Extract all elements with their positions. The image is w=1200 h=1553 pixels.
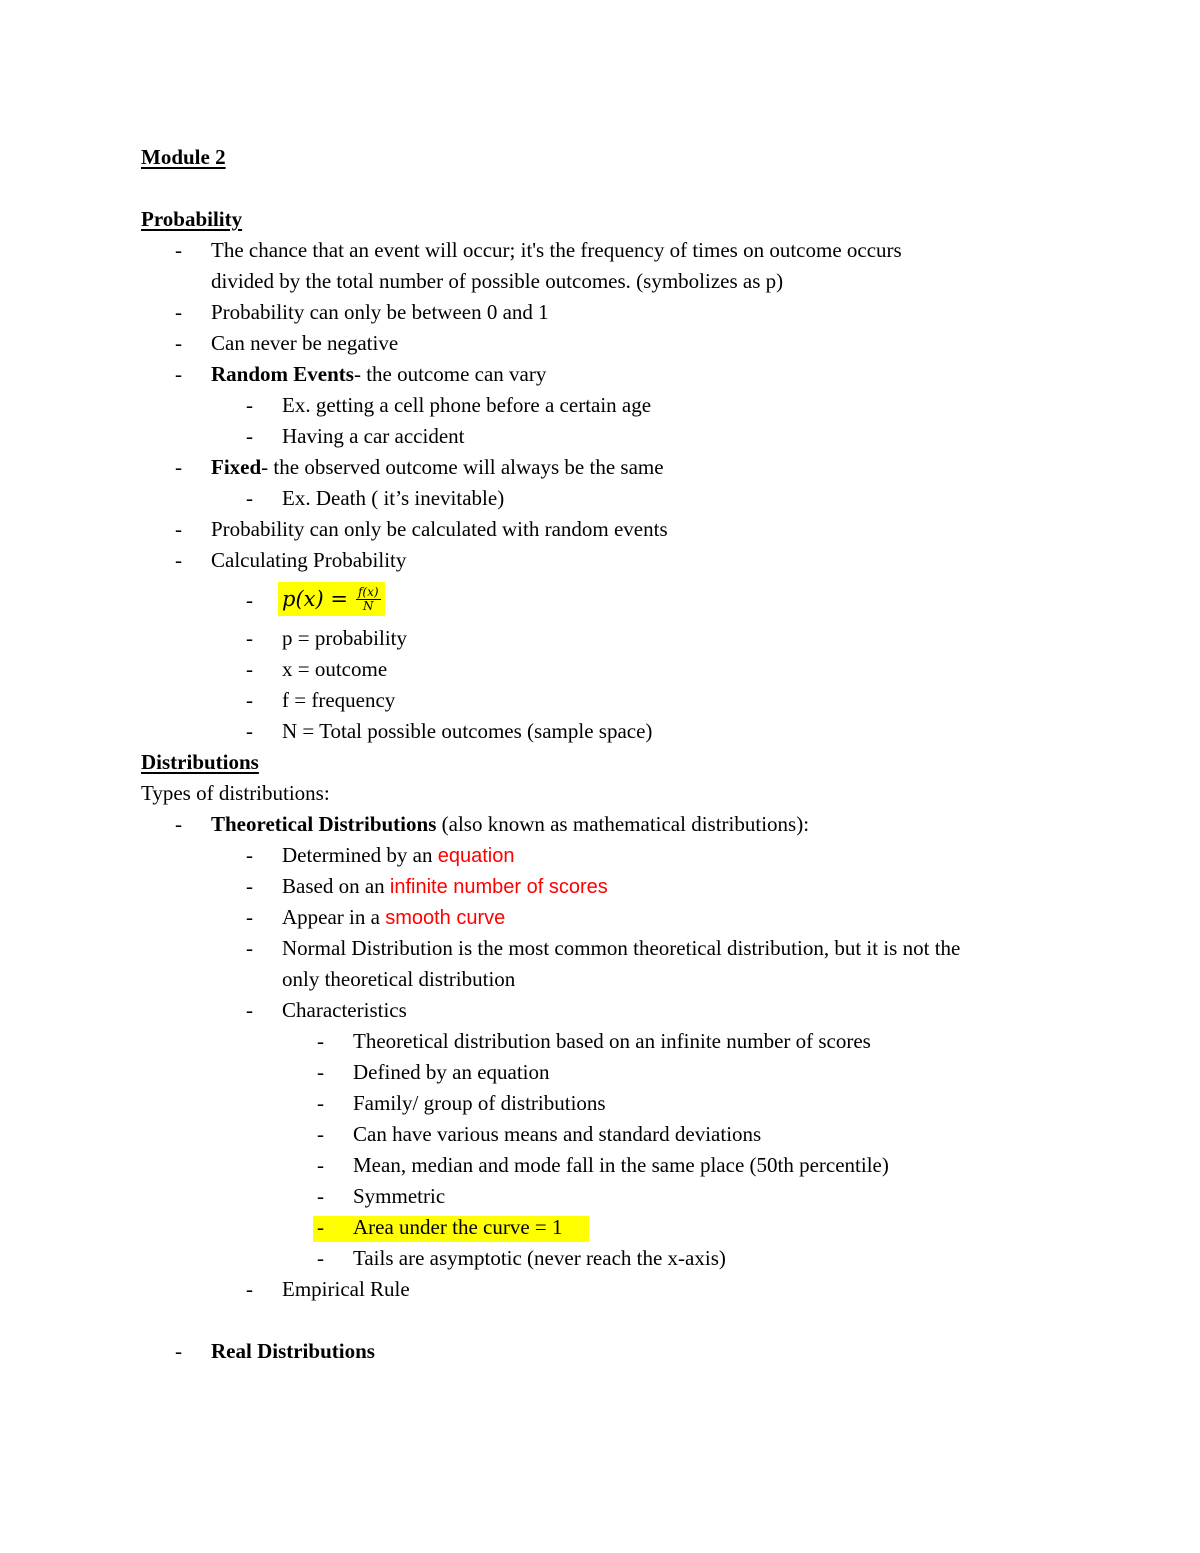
- calculating-probability: Calculating Probability: [211, 548, 407, 572]
- theoretical-term: Theoretical Distributions: [211, 812, 437, 836]
- appear-prefix: Appear in a: [282, 905, 386, 929]
- definition-p: p = probability: [282, 626, 407, 650]
- fixed-example-1: Ex. Death ( it’s inevitable): [282, 486, 505, 510]
- bullet-dash: -: [246, 626, 253, 650]
- bullet-dash: -: [175, 1339, 182, 1363]
- characteristics: Characteristics: [282, 998, 407, 1022]
- theoretical-desc: (also known as mathematical distributions):: [436, 812, 810, 836]
- random-example-1: Ex. getting a cell phone before a certain age: [282, 393, 652, 417]
- real-distributions: Real Distributions: [211, 1339, 375, 1363]
- distributions-heading: Distributions: [141, 750, 259, 774]
- random-events-item: [211, 361, 546, 387]
- random-example-2: Having a car accident: [282, 424, 465, 448]
- bullet-dash: -: [246, 588, 253, 612]
- definition-n: N = Total possible outcomes (sample space): [282, 719, 653, 743]
- theoretical-item: [211, 811, 809, 837]
- definition-f: f = frequency: [282, 688, 396, 712]
- formula-denominator: N: [362, 598, 374, 613]
- definition-x: x = outcome: [282, 657, 388, 681]
- appear-item: [282, 904, 505, 931]
- characteristic-item: Symmetric: [353, 1184, 446, 1208]
- formula-numerator: f(x): [357, 584, 379, 599]
- determined-red: equation: [437, 845, 515, 867]
- bullet-dash: -: [317, 1060, 324, 1084]
- bullet-dash: -: [246, 936, 253, 960]
- bullet-dash: -: [175, 812, 182, 836]
- bullet-dash: -: [175, 300, 182, 324]
- based-red: infinite number of scores: [389, 876, 608, 898]
- bullet-dash: -: [246, 688, 253, 712]
- bullet-dash: -: [317, 1091, 324, 1115]
- random-events-term: Random Events: [211, 362, 354, 386]
- bullet-dash: -: [317, 1122, 324, 1146]
- characteristic-item: Family/ group of distributions: [353, 1091, 606, 1115]
- bullet-dash: -: [175, 362, 182, 386]
- bullet-dash: -: [317, 1029, 324, 1053]
- bullet-dash: -: [246, 843, 253, 867]
- fixed-item: [211, 454, 664, 480]
- probability-definition-line2: divided by the total number of possible outcomes. (symbolizes as p): [211, 269, 784, 293]
- bullet-dash: -: [246, 905, 253, 929]
- bullet-dash: -: [246, 486, 253, 510]
- bullet-dash: -: [317, 1215, 324, 1239]
- never-negative: Can never be negative: [211, 331, 399, 355]
- bullet-dash: -: [246, 874, 253, 898]
- probability-heading: Probability: [141, 207, 243, 231]
- based-item: [282, 873, 608, 900]
- empirical-rule: Empirical Rule: [282, 1277, 410, 1301]
- bullet-dash: -: [317, 1153, 324, 1177]
- characteristic-item: Theoretical distribution based on an infinite number of scores: [353, 1029, 871, 1053]
- bullet-dash: -: [246, 719, 253, 743]
- bullet-dash: -: [175, 517, 182, 541]
- characteristic-item: Can have various means and standard deviations: [353, 1122, 762, 1146]
- fixed-term: Fixed: [211, 455, 262, 479]
- random-only: Probability can only be calculated with random events: [211, 517, 668, 541]
- determined-prefix: Determined by an: [282, 843, 438, 867]
- bullet-dash: -: [175, 331, 182, 355]
- probability-formula: [278, 582, 385, 616]
- bullet-dash: -: [246, 1277, 253, 1301]
- bullet-dash: -: [175, 238, 182, 262]
- formula-fraction: [356, 586, 381, 613]
- bullet-dash: -: [246, 393, 253, 417]
- bullet-dash: -: [246, 424, 253, 448]
- probability-definition-line1: The chance that an event will occur; it's the frequency of times on outcome occurs: [211, 238, 902, 262]
- bullet-dash: -: [317, 1246, 324, 1270]
- normal-line1: Normal Distribution is the most common theoretical distribution, but it is not the: [282, 936, 961, 960]
- probability-range: Probability can only be between 0 and 1: [211, 300, 549, 324]
- characteristic-item: Tails are asymptotic (never reach the x-axis): [353, 1246, 726, 1270]
- bullet-dash: -: [246, 657, 253, 681]
- determined-item: [282, 842, 514, 869]
- formula-lhs: p(x) =: [282, 587, 348, 611]
- bullet-dash: -: [317, 1184, 324, 1208]
- module-title: Module 2: [141, 145, 226, 169]
- characteristic-item: Defined by an equation: [353, 1060, 550, 1084]
- normal-line2: only theoretical distribution: [282, 967, 516, 991]
- types-of-distributions: Types of distributions:: [141, 781, 330, 805]
- random-events-desc: - the outcome can vary: [353, 362, 547, 386]
- bullet-dash: -: [175, 455, 182, 479]
- characteristic-item-highlighted: Area under the curve = 1: [353, 1215, 563, 1239]
- based-prefix: Based on an: [282, 874, 390, 898]
- appear-red: smooth curve: [385, 907, 506, 929]
- bullet-dash: -: [246, 998, 253, 1022]
- fixed-desc: - the observed outcome will always be the same: [261, 455, 664, 479]
- bullet-dash: -: [175, 548, 182, 572]
- characteristic-item: Mean, median and mode fall in the same place (50th percentile): [353, 1153, 889, 1177]
